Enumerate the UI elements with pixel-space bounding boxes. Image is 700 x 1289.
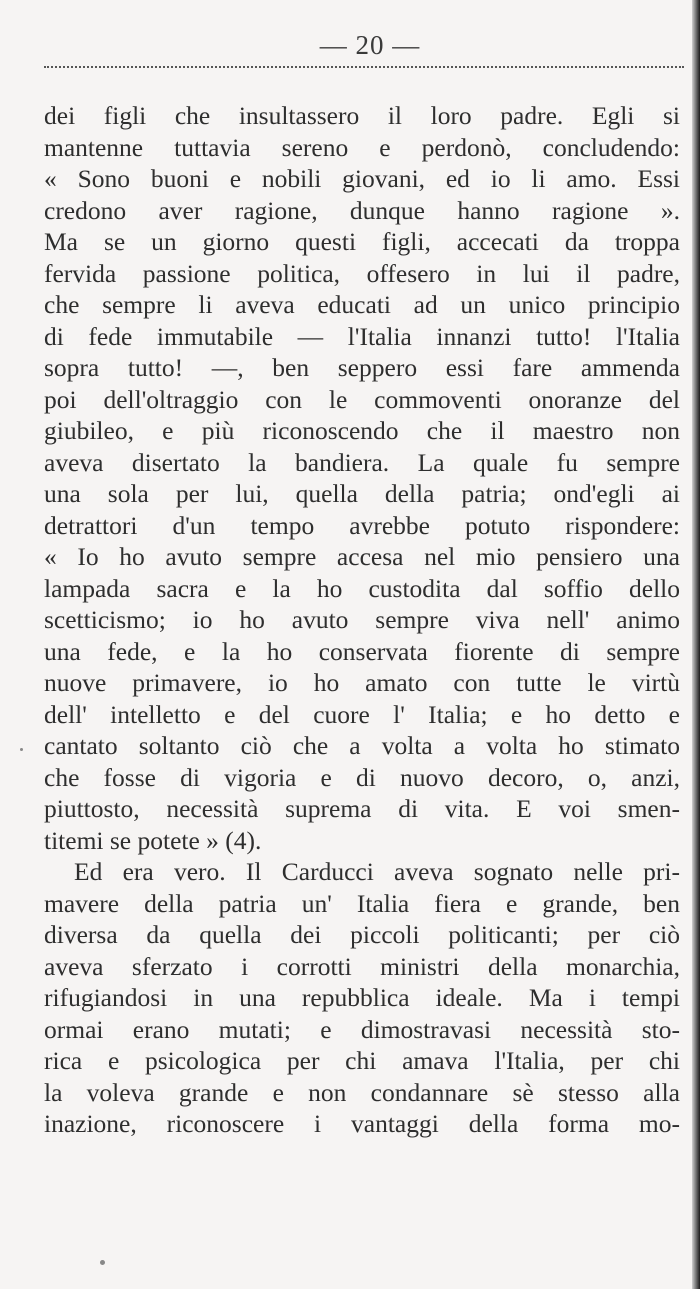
- text-line: fervida passione politica, offesero in lui il padre,: [44, 258, 680, 288]
- text-line: rifugiandosi in una repubblica ideale. Ma i tempi: [44, 983, 680, 1012]
- text-line: mavere della patria un' Italia fiera e grande, ben: [44, 888, 680, 918]
- text-line: di fede immutabile — l'Italia innanzi tutto! l'Italia: [44, 321, 680, 351]
- text-line: « Sono buoni e nobili giovani, ed io li amo. Essi: [44, 164, 680, 193]
- text-line: titemi se potete » (4).: [44, 825, 262, 855]
- text-line: rica e psicologica per chi amava l'Italia, per chi: [44, 1046, 680, 1075]
- text-line: piuttosto, necessità suprema di vita. E voi smen-: [44, 794, 680, 823]
- page-number: — 20 —: [319, 30, 421, 60]
- text-line: cantato soltanto ciò che a volta a volta ho stimato: [44, 731, 680, 760]
- text-line: dell' intelletto e del cuore l' Italia; e ho detto e: [44, 699, 680, 729]
- text-line: dei figli che insultassero il loro padre. Egli si: [44, 101, 680, 130]
- text-line: aveva sferzato i corrotti ministri della monarchia,: [44, 951, 680, 981]
- text-line: detrattori d'un tempo avrebbe potuto rispondere:: [44, 510, 680, 540]
- text-line: scetticismo; io ho avuto sempre viva nell' animo: [44, 605, 680, 634]
- body-text: [44, 100, 680, 1140]
- text-line: Ed era vero. Il Carducci aveva sognato nelle pri-: [74, 857, 680, 886]
- text-line: Ma se un giorno questi figli, accecati da troppa: [44, 227, 680, 256]
- text-line: inazione, riconoscere i vantaggi della forma mo-: [44, 1109, 680, 1138]
- header-divider: [44, 66, 684, 68]
- text-line: diversa da quella dei piccoli politicanti; per ciò: [44, 920, 680, 949]
- text-line: una sola per lui, quella della patria; ond'egli ai: [44, 479, 680, 508]
- page-edge-shadow: [692, 0, 700, 1289]
- text-line: la voleva grande e non condannare sè stesso alla: [44, 1077, 680, 1107]
- text-line: poi dell'oltraggio con le commoventi onoranze del: [44, 384, 680, 414]
- text-line: sopra tutto! —, ben seppero essi fare ammenda: [44, 353, 680, 382]
- text-line: lampada sacra e la ho custodita dal soffio dello: [44, 573, 680, 603]
- text-line: una fede, e la ho conservata fiorente di sempre: [44, 636, 680, 666]
- ink-speck: [20, 748, 23, 751]
- text-line: ormai erano mutati; e dimostravasi necessità sto-: [44, 1014, 680, 1044]
- text-line: nuove primavere, io ho amato con tutte le virtù: [44, 668, 680, 697]
- text-line: giubileo, e più riconoscendo che il maestro non: [44, 416, 680, 445]
- text-line: che sempre li aveva educati ad un unico principio: [44, 290, 680, 319]
- text-line: credono aver ragione, dunque hanno ragione ».: [44, 195, 680, 225]
- ink-speck: [100, 1260, 105, 1265]
- text-line: « Io ho avuto sempre accesa nel mio pensiero una: [44, 542, 680, 571]
- text-line: mantenne tuttavia sereno e perdonò, concludendo:: [44, 132, 680, 162]
- text-line: aveva disertato la bandiera. La quale fu sempre: [44, 447, 680, 477]
- text-line: che fosse di vigoria e di nuovo decoro, o, anzi,: [44, 762, 680, 792]
